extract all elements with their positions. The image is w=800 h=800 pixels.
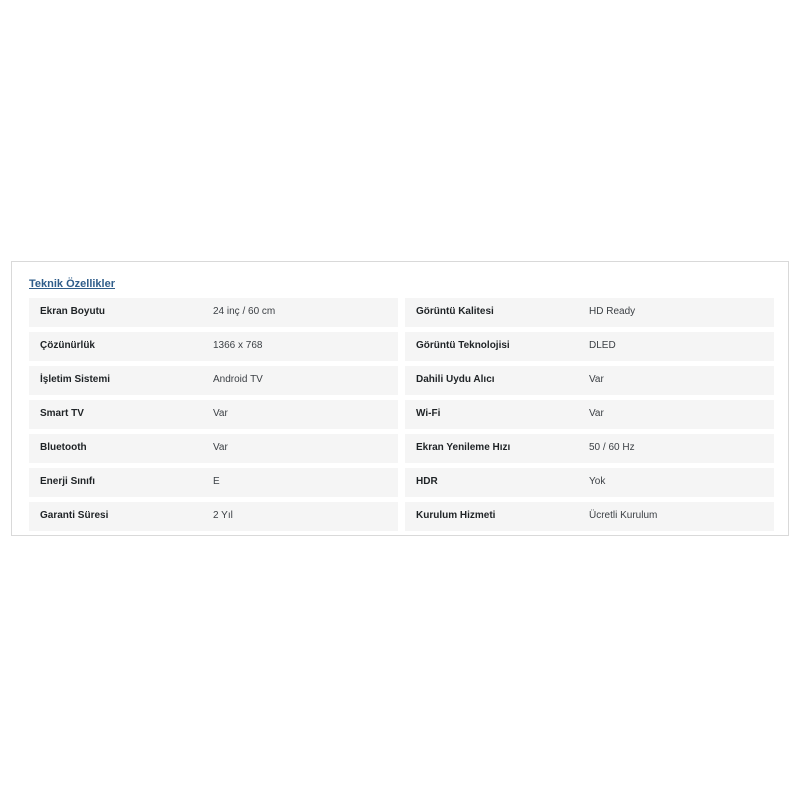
spec-row — [405, 434, 774, 463]
spec-label: Smart TV — [40, 408, 84, 419]
spec-row — [405, 468, 774, 497]
spec-value: 1366 x 768 — [213, 340, 263, 351]
spec-row — [29, 468, 398, 497]
spec-label: Dahili Uydu Alıcı — [416, 374, 495, 385]
spec-value: 50 / 60 Hz — [589, 442, 635, 453]
spec-row — [29, 332, 398, 361]
spec-label: Enerji Sınıfı — [40, 476, 96, 487]
spec-row — [29, 502, 398, 531]
spec-row — [405, 502, 774, 531]
spec-value: Var — [589, 408, 604, 419]
technical-specs-panel — [11, 261, 789, 536]
spec-label: Kurulum Hizmeti — [416, 510, 496, 521]
spec-row — [29, 400, 398, 429]
spec-value: 24 inç / 60 cm — [213, 306, 276, 317]
spec-label: Garanti Süresi — [40, 510, 109, 521]
spec-label: HDR — [416, 476, 438, 487]
spec-label: İşletim Sistemi — [40, 374, 111, 385]
spec-value: Var — [213, 408, 228, 419]
spec-row — [405, 332, 774, 361]
spec-value: E — [213, 476, 220, 487]
spec-value: 2 Yıl — [213, 510, 233, 521]
technical-specs-title-link[interactable]: Teknik Özellikler — [29, 278, 116, 290]
spec-label: Ekran Boyutu — [40, 306, 106, 317]
spec-value: Var — [213, 442, 228, 453]
spec-row — [405, 298, 774, 327]
spec-label: Görüntü Teknolojisi — [416, 340, 510, 351]
spec-label: Ekran Yenileme Hızı — [416, 442, 511, 453]
spec-row — [405, 366, 774, 395]
spec-value: Var — [589, 374, 604, 385]
spec-label: Görüntü Kalitesi — [416, 306, 494, 317]
spec-label: Çözünürlük — [40, 340, 95, 351]
spec-label: Bluetooth — [40, 442, 87, 453]
spec-value: Yok — [589, 476, 606, 487]
spec-value: Ücretli Kurulum — [589, 510, 658, 521]
spec-row — [29, 434, 398, 463]
specs-grid — [29, 298, 774, 531]
spec-row — [29, 298, 398, 327]
spec-label: Wi-Fi — [416, 408, 441, 419]
spec-value: DLED — [589, 340, 616, 351]
spec-row — [29, 366, 398, 395]
spec-value: Android TV — [213, 374, 263, 385]
spec-value: HD Ready — [589, 306, 636, 317]
spec-row — [405, 400, 774, 429]
